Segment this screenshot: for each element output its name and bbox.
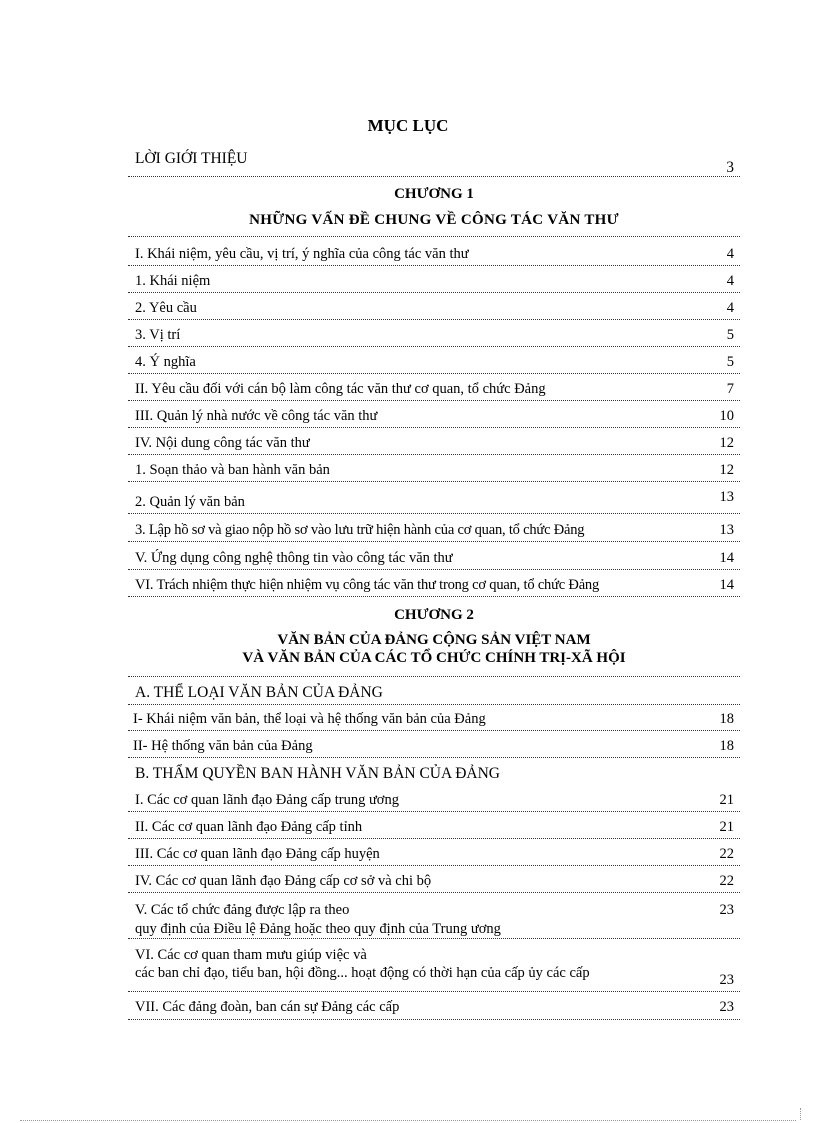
toc-entry-label-line-1: V. Các tổ chức đảng được lập ra theo bbox=[135, 902, 350, 918]
toc-entry-page: 10 bbox=[719, 408, 734, 424]
toc-entry-page: 14 bbox=[719, 577, 734, 593]
toc-entry[interactable] bbox=[128, 999, 740, 1020]
toc-entry-multiline[interactable] bbox=[128, 900, 740, 939]
toc-entry[interactable] bbox=[128, 354, 740, 374]
toc-entry-label: 3. Lập hồ sơ và giao nộp hồ sơ vào lưu trữ hiện hành của cơ quan, tổ chức Đảng bbox=[135, 522, 585, 538]
toc-entry[interactable] bbox=[128, 792, 740, 812]
toc-entry-page: 21 bbox=[719, 792, 734, 808]
section-a-heading bbox=[128, 684, 740, 705]
toc-entry[interactable] bbox=[128, 873, 740, 893]
toc-entry-label-line-2: quy định của Điều lệ Đảng hoặc theo quy định của Trung ương bbox=[135, 921, 501, 937]
toc-entry-page: 22 bbox=[719, 873, 734, 889]
toc-entry-page: 13 bbox=[719, 489, 734, 505]
toc-entry-label: 2. Yêu cầu bbox=[135, 300, 197, 316]
toc-entry-intro[interactable] bbox=[128, 150, 740, 177]
toc-entry-label: VI. Trách nhiệm thực hiện nhiệm vụ công tác văn thư trong cơ quan, tổ chức Đảng bbox=[135, 577, 600, 593]
toc-entry-label: 3. Vị trí bbox=[135, 327, 181, 343]
toc-entry-label: 2. Quản lý văn bản bbox=[135, 494, 245, 510]
toc-title: MỤC LỤC bbox=[367, 116, 449, 135]
toc-entry-label-line-1: VI. Các cơ quan tham mưu giúp việc và bbox=[135, 947, 367, 963]
divider bbox=[128, 236, 740, 237]
page-corner-mark bbox=[800, 1108, 802, 1120]
toc-entry-label: V. Ứng dụng công nghệ thông tin vào công tác văn thư bbox=[135, 550, 453, 566]
toc-entry[interactable] bbox=[128, 327, 740, 347]
section-label: B. THẨM QUYỀN BAN HÀNH VĂN BẢN CỦA ĐẢNG bbox=[135, 765, 500, 782]
toc-entry-label: II- Hệ thống văn bản của Đảng bbox=[133, 738, 313, 754]
toc-entry-page: 4 bbox=[726, 246, 734, 262]
toc-entry[interactable] bbox=[128, 711, 740, 731]
toc-entry-page: 18 bbox=[719, 711, 734, 727]
toc-entry-page: 5 bbox=[726, 354, 734, 370]
toc-entry-label: I. Khái niệm, yêu cầu, vị trí, ý nghĩa của công tác văn thư bbox=[135, 246, 469, 262]
toc-entry-label-line-2: các ban chỉ đạo, tiểu ban, hội đồng... hoạt động có thời hạn của cấp ủy các cấp bbox=[135, 965, 590, 981]
toc-entry-label: IV. Các cơ quan lãnh đạo Đảng cấp cơ sở và chi bộ bbox=[135, 873, 432, 889]
toc-entry-page: 23 bbox=[719, 999, 734, 1015]
toc-entry-label: LỜI GIỚI THIỆU bbox=[135, 150, 248, 167]
toc-entry[interactable] bbox=[128, 522, 740, 542]
toc-entry-label: II. Các cơ quan lãnh đạo Đảng cấp tỉnh bbox=[135, 819, 363, 835]
toc-entry-page: 12 bbox=[719, 435, 734, 451]
chapter-2-title-line-1: VĂN BẢN CỦA ĐẢNG CỘNG SẢN VIỆT NAM bbox=[277, 632, 591, 648]
toc-entry-page: 13 bbox=[719, 522, 734, 538]
toc-entry[interactable] bbox=[128, 246, 740, 266]
chapter-1-heading: CHƯƠNG 1 bbox=[394, 186, 474, 202]
toc-entry[interactable] bbox=[128, 550, 740, 570]
toc-entry-label: 1. Khái niệm bbox=[135, 273, 211, 289]
toc-entry-page: 7 bbox=[726, 381, 734, 397]
section-b-heading bbox=[128, 765, 740, 785]
toc-entry-page: 22 bbox=[719, 846, 734, 862]
toc-entry-label: VII. Các đảng đoàn, ban cán sự Đảng các cấp bbox=[135, 999, 400, 1015]
toc-entry-page: 23 bbox=[719, 902, 734, 918]
toc-entry-page: 3 bbox=[726, 159, 734, 176]
toc-entry[interactable] bbox=[128, 819, 740, 839]
toc-entry-page: 23 bbox=[719, 972, 734, 988]
toc-entry[interactable] bbox=[128, 577, 740, 597]
toc-entry[interactable] bbox=[128, 300, 740, 320]
section-label: A. THỂ LOẠI VĂN BẢN CỦA ĐẢNG bbox=[135, 684, 383, 701]
toc-entry-label: 4. Ý nghĩa bbox=[135, 354, 196, 370]
toc-entry-label: IV. Nội dung công tác văn thư bbox=[135, 435, 310, 451]
page-bottom-border bbox=[20, 1120, 796, 1121]
toc-entry-page: 21 bbox=[719, 819, 734, 835]
toc-entry[interactable] bbox=[128, 462, 740, 482]
toc-entry[interactable] bbox=[128, 435, 740, 455]
toc-entry-label: III. Các cơ quan lãnh đạo Đảng cấp huyện bbox=[135, 846, 380, 862]
toc-entry-label: 1. Soạn thảo và ban hành văn bản bbox=[135, 462, 330, 478]
toc-entry-label: II. Yêu cầu đối với cán bộ làm công tác văn thư cơ quan, tổ chức Đảng bbox=[135, 381, 546, 397]
toc-entry[interactable] bbox=[128, 846, 740, 866]
chapter-2-heading: CHƯƠNG 2 bbox=[394, 607, 474, 623]
toc-entry-page: 14 bbox=[719, 550, 734, 566]
chapter-2-title-line-2: VÀ VĂN BẢN CỦA CÁC TỔ CHỨC CHÍNH TRỊ-XÃ HỘI bbox=[242, 650, 626, 666]
toc-entry[interactable] bbox=[128, 273, 740, 293]
toc-entry-page: 4 bbox=[726, 300, 734, 316]
toc-entry-label: III. Quản lý nhà nước về công tác văn thư bbox=[135, 408, 378, 424]
toc-entry-multiline[interactable] bbox=[128, 945, 740, 992]
toc-entry[interactable] bbox=[128, 738, 740, 758]
toc-entry-page: 12 bbox=[719, 462, 734, 478]
chapter-1-title: NHỮNG VẤN ĐỀ CHUNG VỀ CÔNG TÁC VĂN THƯ bbox=[249, 212, 619, 228]
toc-entry[interactable] bbox=[128, 381, 740, 401]
toc-entry-label: I. Các cơ quan lãnh đạo Đảng cấp trung ương bbox=[135, 792, 399, 808]
toc-entry-label: I- Khái niệm văn bản, thể loại và hệ thống văn bản của Đảng bbox=[133, 711, 486, 727]
toc-entry-page: 4 bbox=[726, 273, 734, 289]
toc-entry[interactable] bbox=[128, 489, 740, 514]
toc-entry[interactable] bbox=[128, 408, 740, 428]
toc-entry-page: 18 bbox=[719, 738, 734, 754]
toc-entry-page: 5 bbox=[726, 327, 734, 343]
divider bbox=[128, 676, 740, 677]
